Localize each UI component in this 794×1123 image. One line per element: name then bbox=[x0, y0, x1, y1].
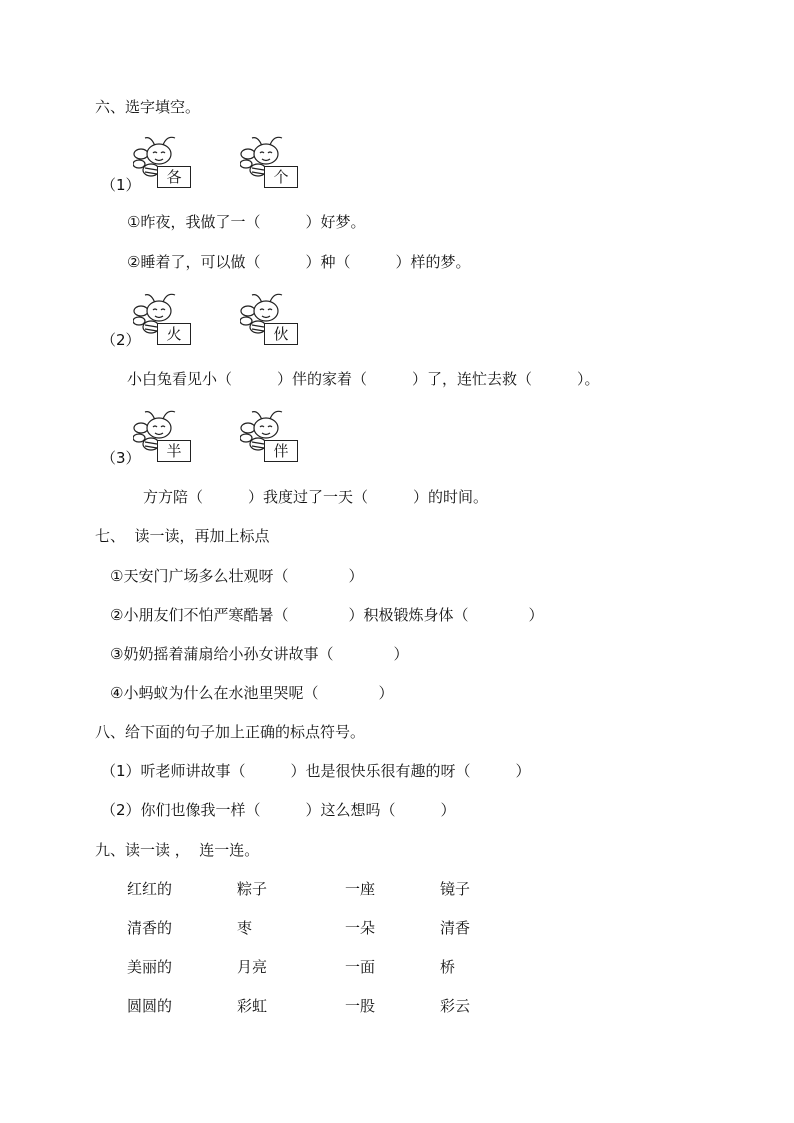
q1-number: （1） bbox=[101, 176, 141, 194]
section-9-title: 九、读一读 ， 连一连。 bbox=[95, 841, 260, 859]
sec7-item-4: ④小蚂蚁为什么在水池里哭呢（ ） bbox=[110, 684, 394, 702]
match-col3-item: 一股 bbox=[345, 997, 376, 1015]
char-card: 伴 bbox=[264, 440, 298, 462]
sec7-item-2: ②小朋友们不怕严寒酷暑（ ）积极锻炼身体（ ） bbox=[110, 606, 544, 624]
section-8-title: 八、给下面的句子加上正确的标点符号。 bbox=[95, 723, 366, 741]
sec8-item-1: （1）听老师讲故事（ ）也是很快乐很有趣的呀（ ） bbox=[101, 762, 531, 780]
q2-line: 小白兔看见小（ ）伴的家着（ ）了，连忙去救（ ）。 bbox=[127, 370, 600, 388]
char-card: 个 bbox=[264, 166, 298, 188]
match-col2-item: 枣 bbox=[237, 919, 253, 937]
match-col2-item: 月亮 bbox=[237, 958, 268, 976]
q2-number: （2） bbox=[101, 331, 141, 349]
match-col1-item: 清香的 bbox=[127, 919, 173, 937]
bee-card-4 bbox=[240, 291, 304, 351]
match-col2-item: 粽子 bbox=[237, 880, 268, 898]
char-card: 各 bbox=[157, 166, 191, 188]
match-col4-item: 清香 bbox=[440, 919, 471, 937]
match-col3-item: 一座 bbox=[345, 880, 376, 898]
bee-card-3 bbox=[133, 291, 197, 351]
bee-card-5 bbox=[133, 408, 197, 468]
q3-number: （3） bbox=[101, 449, 141, 467]
char-card: 伙 bbox=[264, 323, 298, 345]
match-col3-item: 一面 bbox=[345, 958, 376, 976]
bee-card-2 bbox=[240, 134, 304, 194]
q3-line: 方方陪（ ）我度过了一天（ ）的时间。 bbox=[143, 488, 489, 506]
match-col1-item: 美丽的 bbox=[127, 958, 173, 976]
sec8-item-2: （2）你们也像我一样（ ）这么想吗（ ） bbox=[101, 801, 456, 819]
q1-line-2: ②睡着了，可以做（ ）种（ ）样的梦。 bbox=[127, 253, 471, 271]
match-col4-item: 镜子 bbox=[440, 880, 471, 898]
q1-line-1: ①昨夜，我做了一（ ）好梦。 bbox=[127, 213, 366, 231]
match-col1-item: 圆圆的 bbox=[127, 997, 173, 1015]
bee-card-1 bbox=[133, 134, 197, 194]
match-col1-item: 红红的 bbox=[127, 880, 173, 898]
bee-card-6 bbox=[240, 408, 304, 468]
match-col4-item: 彩云 bbox=[440, 997, 471, 1015]
match-col4-item: 桥 bbox=[440, 958, 456, 976]
match-col3-item: 一朵 bbox=[345, 919, 376, 937]
char-card: 半 bbox=[157, 440, 191, 462]
char-card: 火 bbox=[157, 323, 191, 345]
section-6-title: 六、选字填空。 bbox=[95, 98, 201, 116]
section-7-title: 七、 读一读，再加上标点 bbox=[95, 527, 270, 545]
sec7-item-1: ①天安门广场多么壮观呀（ ） bbox=[110, 567, 364, 585]
sec7-item-3: ③奶奶摇着蒲扇给小孙女讲故事（ ） bbox=[110, 645, 409, 663]
match-col2-item: 彩虹 bbox=[237, 997, 268, 1015]
